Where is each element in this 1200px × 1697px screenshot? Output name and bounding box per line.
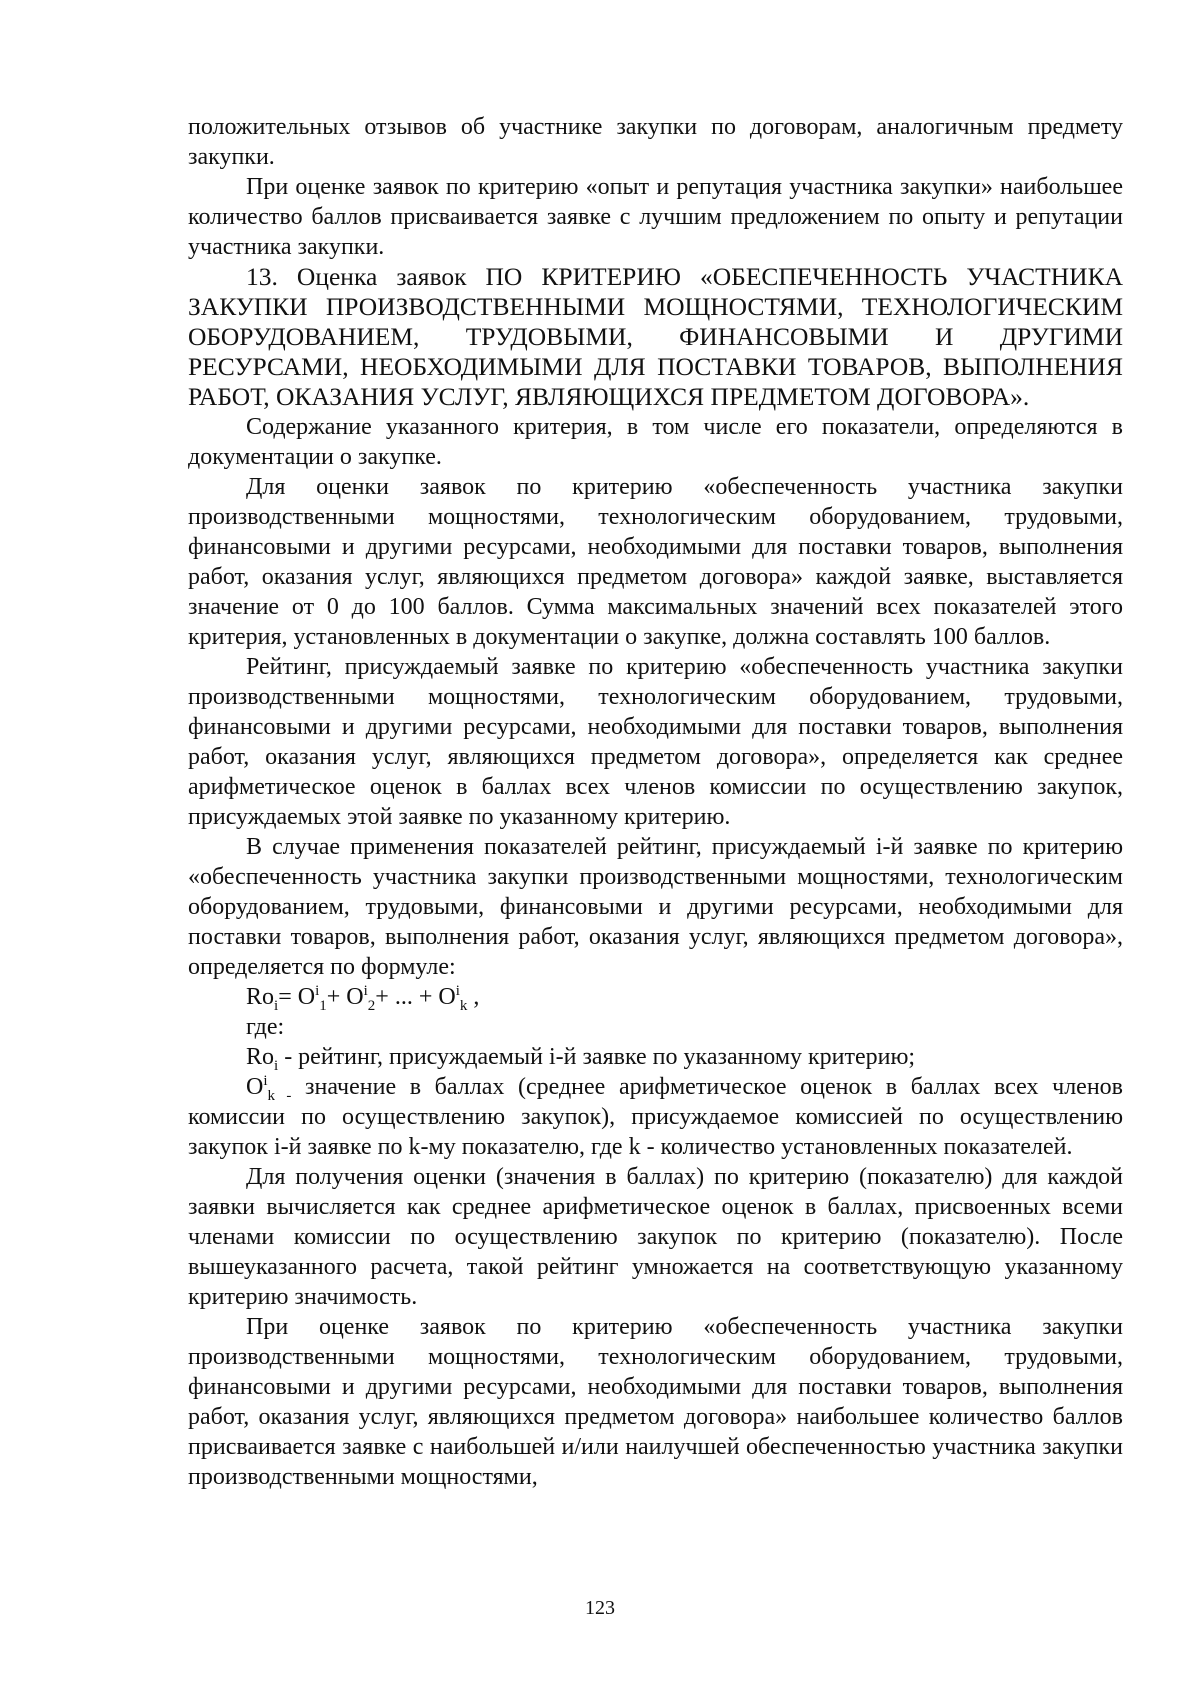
paragraph-indicators-case: В случае применения показателей рейтинг, присуждаемый i-й заявке по критерию «обеспеченность участника закупки производственными мощностями, технологическим оборудованием, трудовыми, финансовыми и другими ресурсами, необходимыми для поставки товаров, выполнения работ, оказания услуг, являющихся предметом договора», определяется по формуле: [188,834,1123,980]
document-body [188,112,1123,1492]
paragraph-continuation: положительных отзывов об участнике закупки по договорам, аналогичным предмету закупки. [188,114,1123,170]
paragraph-highest-score: При оценке заявок по критерию «обеспеченность участника закупки производственными мощностями, технологическим оборудованием, трудовыми, финансовыми и другими ресурсами, необходимыми для поставки товаров, выполнения работ, оказания услуг, являющихся предметом договора» наибольшее количество баллов присваивается заявке с наибольшей и/или наилучшей обеспеченностью участника закупки производственными мощностями, [188,1314,1123,1490]
paragraph-experience-reputation: При оценке заявок по критерию «опыт и репутация участника закупки» наибольшее количество баллов присваивается заявке с лучшим предложением по опыту и репутации участника закупки. [188,174,1123,260]
paragraph-score-calculation: Для получения оценки (значения в баллах) по критерию (показателю) для каждой заявки вычисляется как среднее арифметическое оценок в баллах, присвоенных всеми членами комиссии по осуществлению закупок по критерию (показателю). После вышеуказанного расчета, такой рейтинг умножается на соответствующую указанному критерию значимость. [188,1164,1123,1310]
paragraph-rating-definition: Рейтинг, присуждаемый заявке по критерию «обеспеченность участника закупки производственными мощностями, технологическим оборудованием, трудовыми, финансовыми и другими ресурсами, необходимыми для поставки товаров, выполнения работ, оказания услуг, являющихся предметом договора», определяется как среднее арифметическое оценок в баллах всех членов комиссии по осуществлению закупок, присуждаемых этой заявке по указанному критерию. [188,654,1123,830]
paragraph-criterion-content: Содержание указанного критерия, в том числе его показатели, определяются в документации о закупке. [188,414,1123,470]
page-number: 123 [585,1597,615,1619]
definition-indicator-value: $O^i_{k -}$ значение в баллах (среднее арифметическое оценок в баллах всех членов комиссии по осуществлению закупок), присуждаемое комиссией по осуществлению закупок i-й заявке по k-му показателю, где k - количество установленных показателей. [188,1073,1123,1160]
rating-formula: $Ro_i= O^i_1+ O^i_2+$ ... + $O^i_k$ , [246,983,480,1014]
definition-rating: $Ro_i$ - рейтинг, присуждаемый i-й заявке по указанному критерию; [246,1044,916,1074]
paragraph-scoring-range: Для оценки заявок по критерию «обеспеченность участника закупки производственными мощностями, технологическим оборудованием, трудовыми, финансовыми и другими ресурсами, необходимыми для поставки товаров, выполнения работ, оказания услуг, являющихся предметом договора» каждой заявке, выставляется значение от 0 до 100 баллов. Сумма максимальных значений всех показателей этого критерия, установленных в документации о закупке, должна составлять 100 баллов. [188,474,1123,650]
section-heading-13: 13. Оценка заявок ПО КРИТЕРИЮ «ОБЕСПЕЧЕННОСТЬ УЧАСТНИКА ЗАКУПКИ ПРОИЗВОДСТВЕННЫМИ МОЩНОСТЯМИ, ТЕХНОЛОГИЧЕСКИМ ОБОРУДОВАНИЕМ, ТРУДОВЫМИ, ФИНАНСОВЫМИ И ДРУГИМИ РЕСУРСАМИ, НЕОБХОДИМЫМИ ДЛЯ ПОСТАВКИ ТОВАРОВ, ВЫПОЛНЕНИЯ РАБОТ, ОКАЗАНИЯ УСЛУГ, ЯВЛЯЮЩИХСЯ ПРЕДМЕТОМ ДОГОВОРА». [188,262,1123,411]
where-label: где: [246,1014,285,1040]
